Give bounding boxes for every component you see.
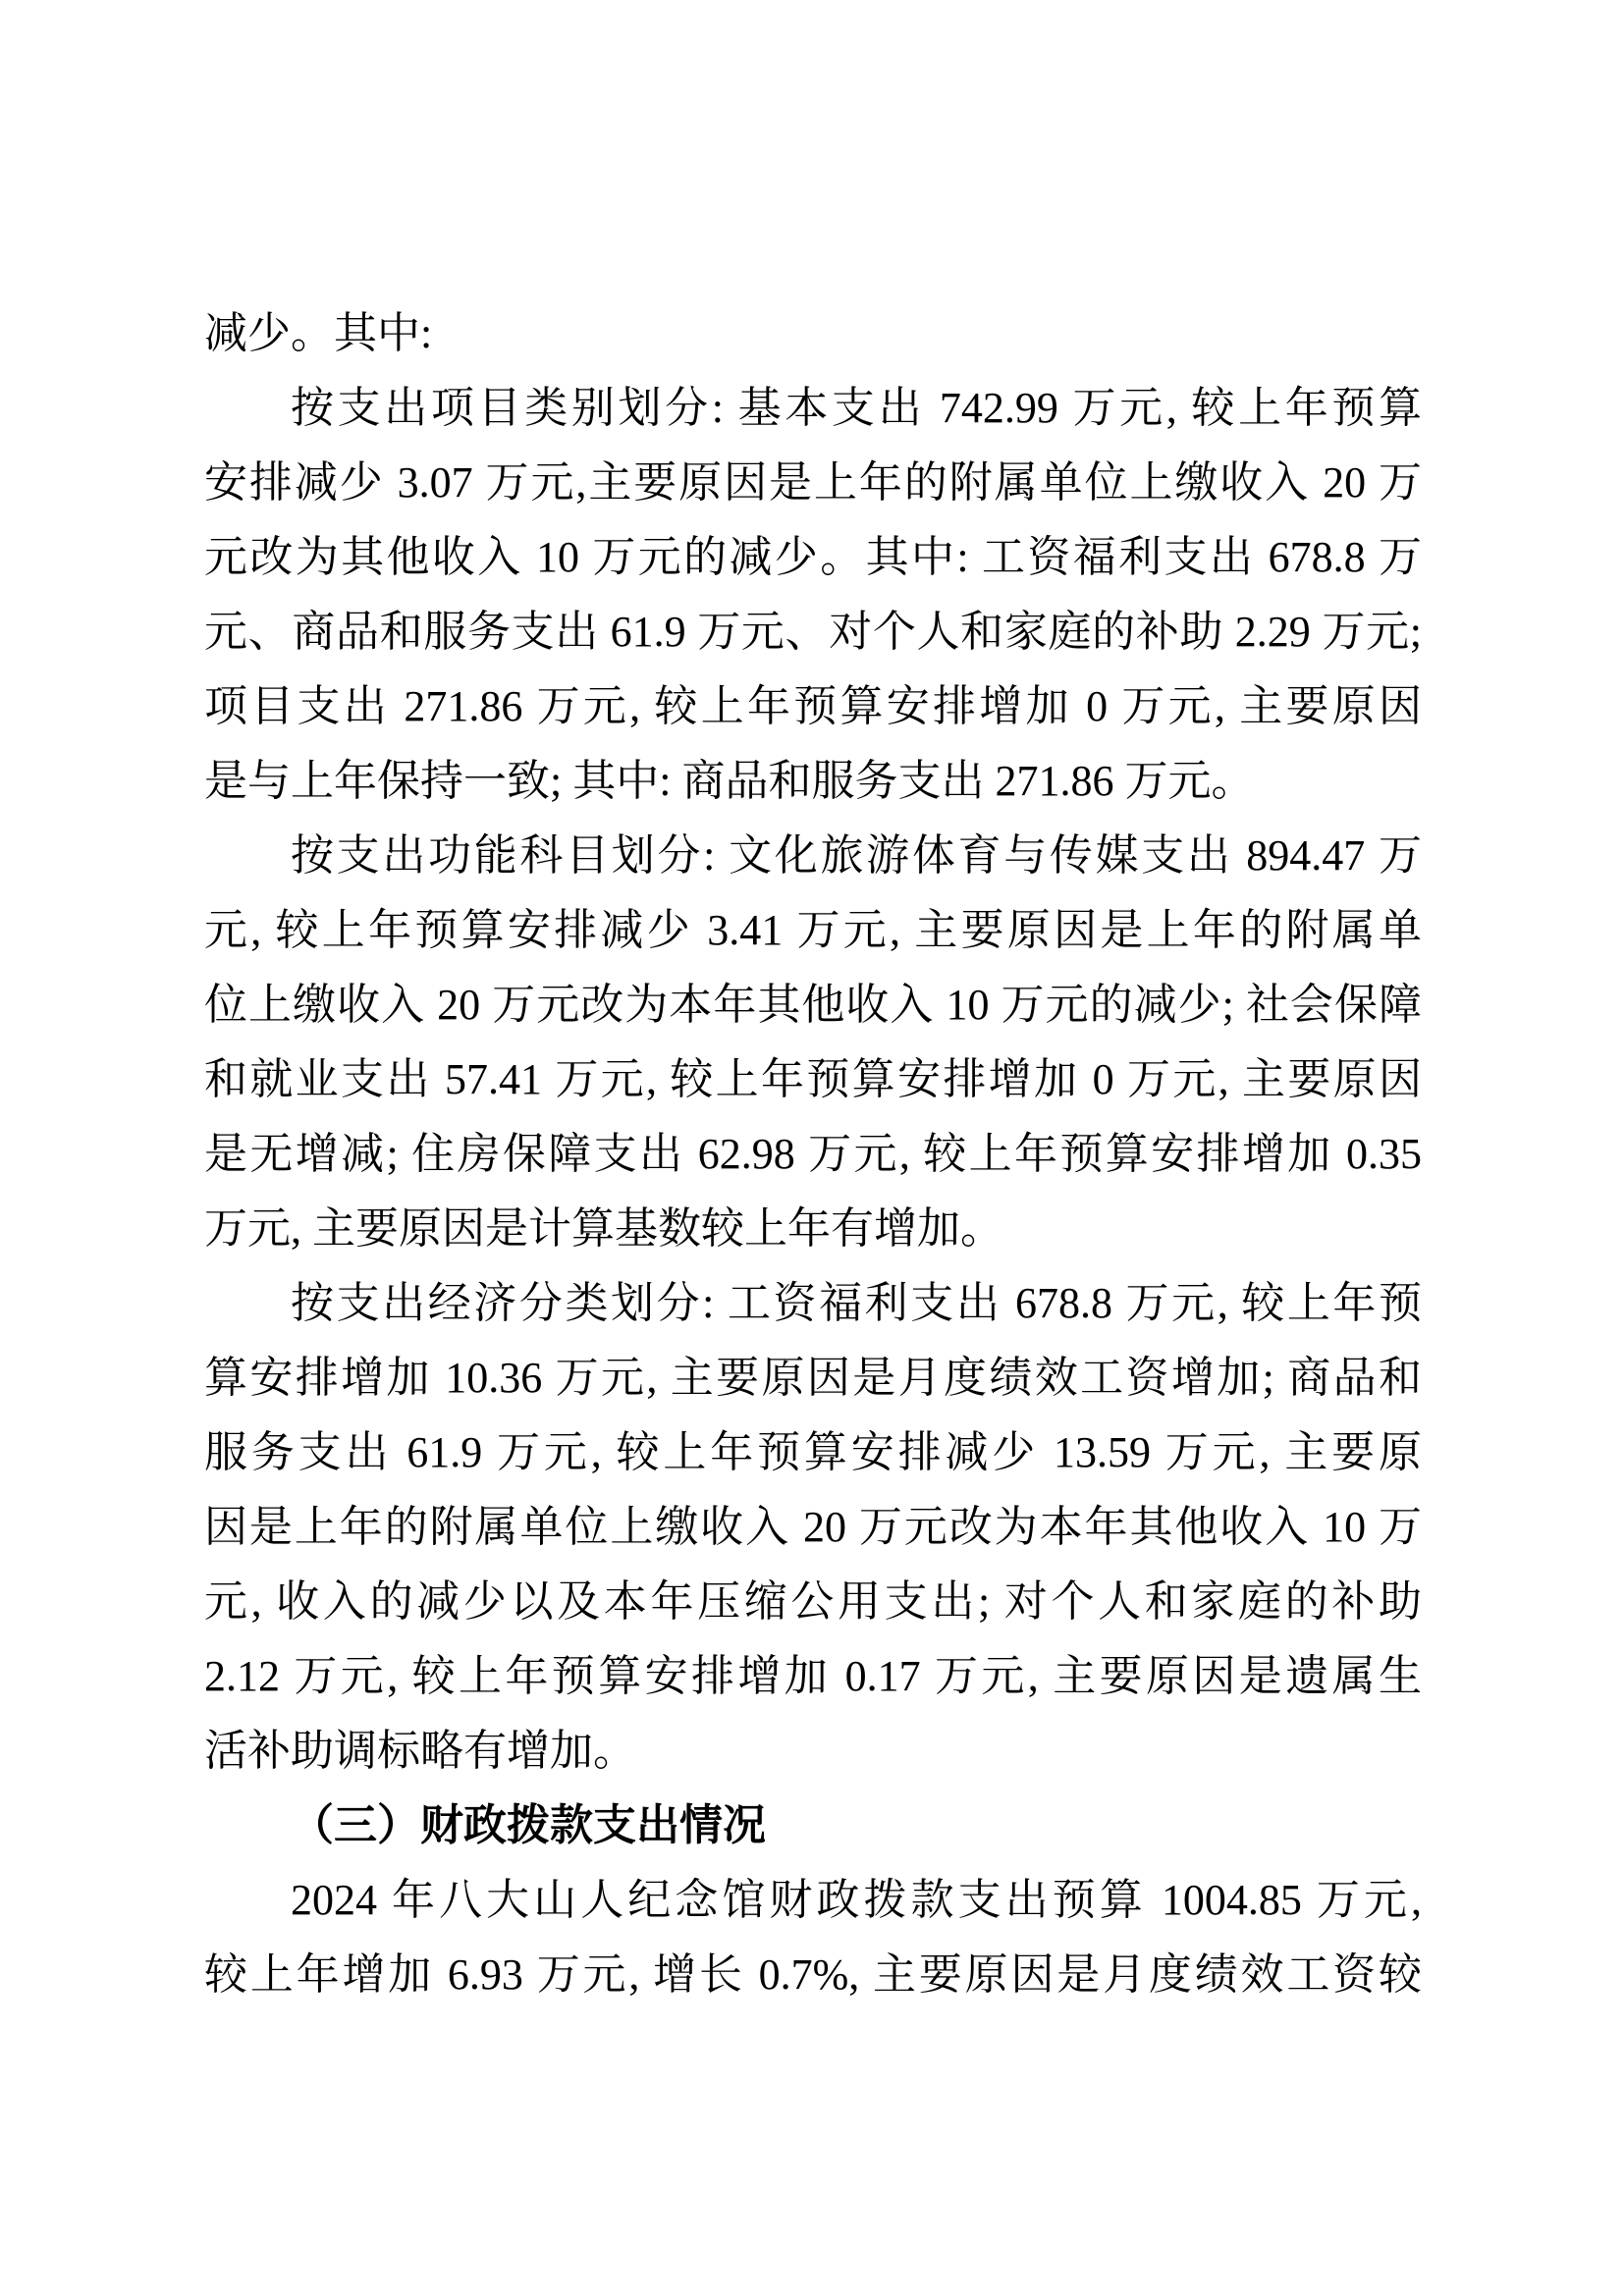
text-line: 位上缴收入 20 万元改为本年其他收入 10 万元的减少; 社会保障 — [204, 981, 1422, 1029]
text-line: 按支出经济分类划分: 工资福利支出 678.8 万元, 较上年预 — [291, 1279, 1422, 1327]
text-line: 元改为其他收入 10 万元的减少。其中: 工资福利支出 678.8 万 — [204, 533, 1422, 581]
text-line: 和就业支出 57.41 万元, 较上年预算安排增加 0 万元, 主要原因 — [204, 1055, 1422, 1103]
text-line: 2.12 万元, 较上年预算安排增加 0.17 万元, 主要原因是遗属生 — [204, 1652, 1422, 1700]
text-line: 元、商品和服务支出 61.9 万元、对个人和家庭的补助 2.29 万元; — [204, 608, 1422, 656]
text-line: 服务支出 61.9 万元, 较上年预算安排减少 13.59 万元, 主要原 — [204, 1428, 1422, 1476]
text-line: 因是上年的附属单位上缴收入 20 万元改为本年其他收入 10 万 — [204, 1503, 1422, 1551]
text-line: 是无增减; 住房保障支出 62.98 万元, 较上年预算安排增加 0.35 — [204, 1130, 1422, 1178]
text-line: 元, 收入的减少以及本年压缩公用支出; 对个人和家庭的补助 — [204, 1577, 1422, 1626]
text-line: 算安排增加 10.36 万元, 主要原因是月度绩效工资增加; 商品和 — [204, 1354, 1422, 1402]
text-line: 按支出项目类别划分: 基本支出 742.99 万元, 较上年预算 — [291, 384, 1422, 432]
text-line: 元, 较上年预算安排减少 3.41 万元, 主要原因是上年的附属单 — [204, 906, 1422, 954]
text-line: 减少。其中: — [204, 309, 433, 357]
text-line: 安排减少 3.07 万元,主要原因是上年的附属单位上缴收入 20 万 — [204, 458, 1422, 507]
text-line: 项目支出 271.86 万元, 较上年预算安排增加 0 万元, 主要原因 — [204, 682, 1422, 730]
text-line: 按支出功能科目划分: 文化旅游体育与传媒支出 894.47 万 — [291, 831, 1422, 880]
text-line: 万元, 主要原因是计算基数较上年有增加。 — [204, 1204, 1003, 1253]
text-line: 2024 年八大山人纪念馆财政拨款支出预算 1004.85 万元, — [291, 1876, 1422, 1924]
text-line: 是与上年保持一致; 其中: 商品和服务支出 271.86 万元。 — [204, 757, 1255, 805]
text-line: 活补助调标略有增加。 — [204, 1727, 636, 1775]
text-line: 较上年增加 6.93 万元, 增长 0.7%, 主要原因是月度绩效工资较 — [204, 1950, 1422, 1999]
body-text — [204, 296, 1422, 2012]
section-heading: （三）财政拨款支出情况 — [291, 1801, 766, 1849]
